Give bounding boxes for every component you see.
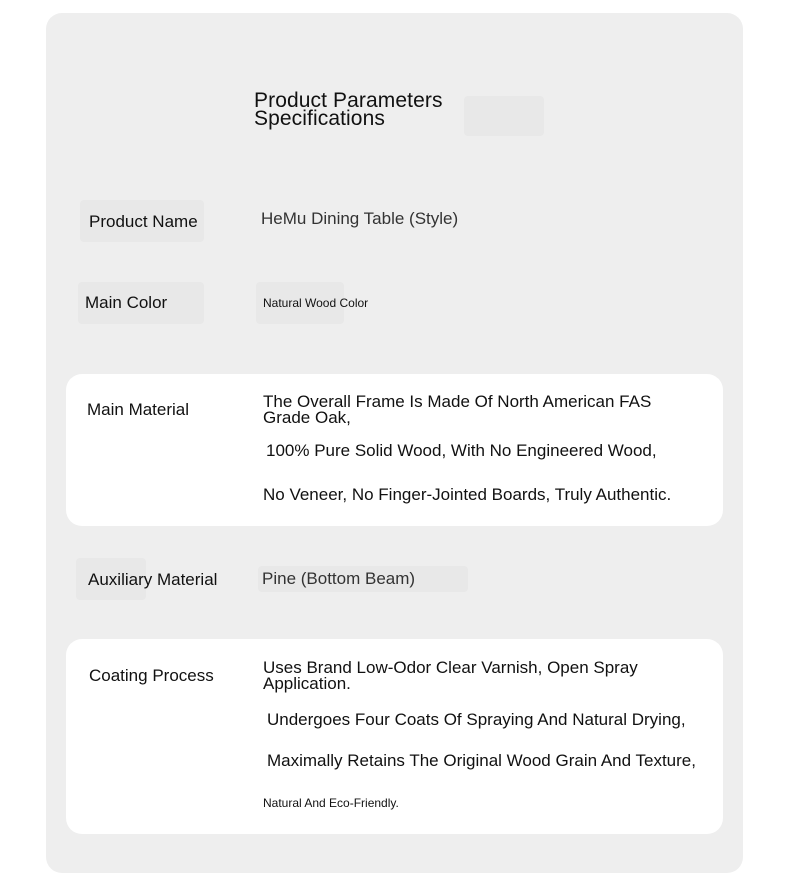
main-material-value-line3: No Veneer, No Finger-Jointed Boards, Truly Authentic. [263, 485, 672, 504]
main-material-label: Main Material [87, 400, 190, 419]
title-shade [464, 96, 544, 136]
main-material-value-line2: 100% Pure Solid Wood, With No Engineered Wood, [266, 441, 657, 460]
coating-process-value-line3: Maximally Retains The Original Wood Grain And Texture, [267, 751, 696, 770]
page-title-line2: Specifications [254, 107, 385, 130]
product-name-value: HeMu Dining Table (Style) [261, 209, 459, 228]
auxiliary-material-value: Pine (Bottom Beam) [262, 569, 416, 588]
main-color-label: Main Color [85, 293, 168, 312]
product-name-label: Product Name [89, 212, 198, 231]
auxiliary-material-label: Auxiliary Material [88, 570, 218, 589]
coating-process-label: Coating Process [89, 666, 214, 685]
coating-process-value-line1: Uses Brand Low-Odor Clear Varnish, Open Spray Application. [263, 658, 638, 693]
page-title-line1: Product Parameters [254, 89, 443, 112]
main-material-value-line1: The Overall Frame Is Made Of North American FAS Grade Oak, [263, 392, 652, 427]
main-color-value: Natural Wood Color [263, 296, 369, 310]
page-title [254, 89, 443, 130]
coating-process-value-line2: Undergoes Four Coats Of Spraying And Natural Drying, [267, 710, 686, 729]
coating-process-value-line4: Natural And Eco-Friendly. [263, 796, 399, 810]
